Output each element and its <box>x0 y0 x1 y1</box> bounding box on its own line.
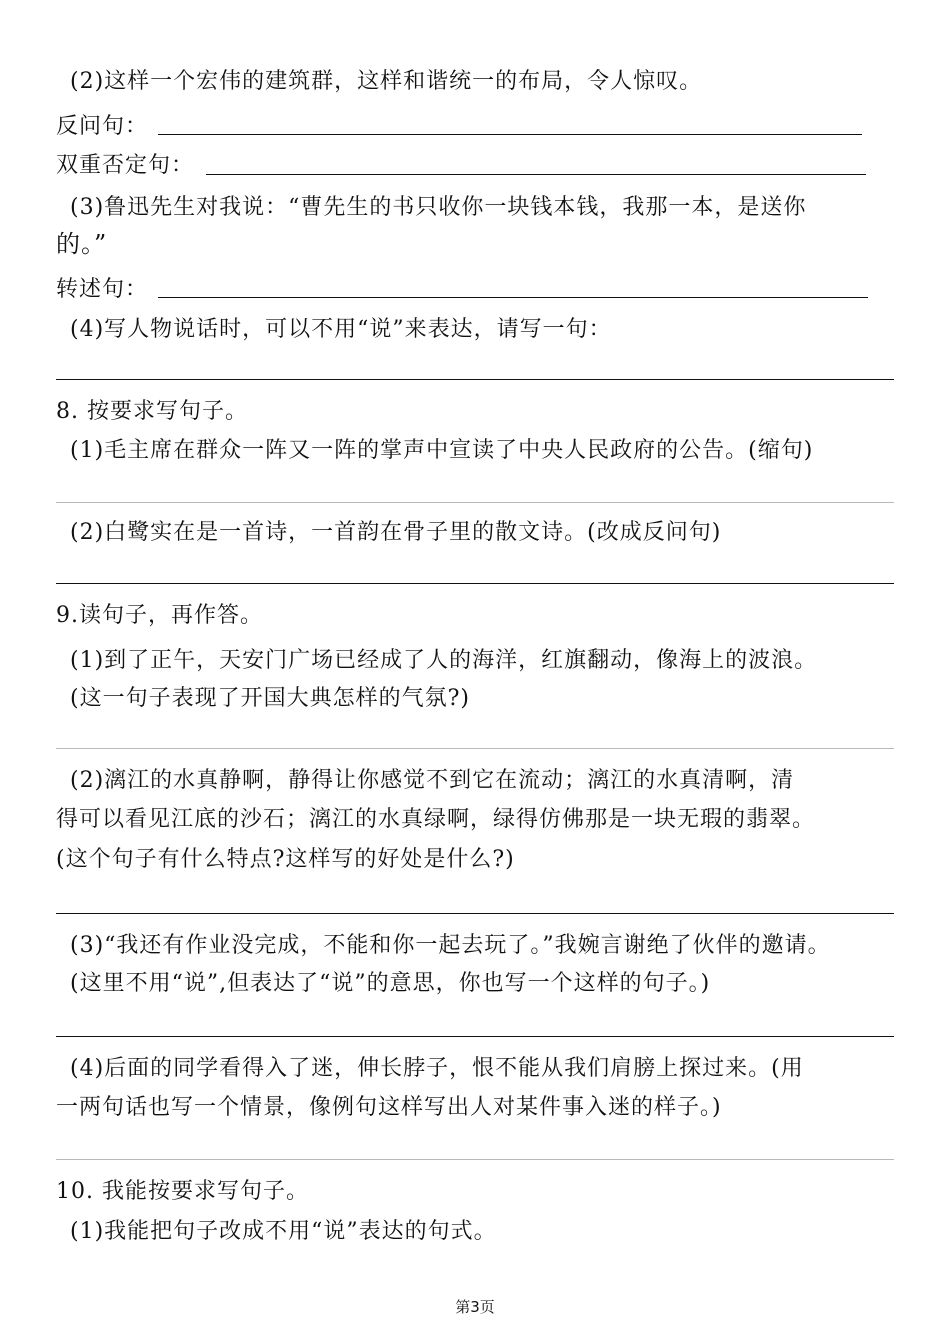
q9-item-3-answer-line[interactable] <box>56 1036 894 1037</box>
rhetorical-question-label: 反问句： <box>56 114 149 139</box>
q9-item-1-line-2: (这一句子表现了开国大典怎样的气氛?) <box>70 686 470 711</box>
q9-item-4-line-1: (4)后面的同学看得入了迷，伸长脖子，恨不能从我们肩膀上探过来。(用 <box>70 1056 804 1081</box>
rhetorical-question-answer-line[interactable] <box>158 134 862 135</box>
q8-item-2-answer-line[interactable] <box>56 583 894 584</box>
q7-item-2: (2)这样一个宏伟的建筑群，这样和谐统一的布局，令人惊叹。 <box>70 69 703 94</box>
q10-heading: 10. 我能按要求写句子。 <box>56 1179 309 1204</box>
q9-item-2-line-1: (2)漓江的水真静啊，静得让你感觉不到它在流动；漓江的水真清啊，清 <box>70 768 795 793</box>
q9-item-1-line-1: (1)到了正午，天安门广场已经成了人的海洋，红旗翻动，像海上的波浪。 <box>70 648 818 673</box>
indirect-speech-label: 转述句： <box>56 277 149 302</box>
q9-item-3-line-2: (这里不用“说”,但表达了“说”的意思，你也写一个这样的句子。) <box>70 971 711 996</box>
q9-item-3-line-1: (3)“我还有作业没完成，不能和你一起去玩了。”我婉言谢绝了伙伴的邀请。 <box>70 933 831 958</box>
q8-item-1: (1)毛主席在群众一阵又一阵的掌声中宣读了中央人民政府的公告。(缩句) <box>70 438 814 463</box>
q9-heading: 9.读句子，再作答。 <box>56 603 263 628</box>
q9-item-4-line-2: 一两句话也写一个情景，像例句这样写出人对某件事入迷的样子。) <box>56 1095 722 1120</box>
double-negative-label: 双重否定句： <box>56 153 195 178</box>
q9-item-2-answer-line[interactable] <box>56 913 894 914</box>
q9-item-1-answer-line[interactable] <box>56 748 894 749</box>
page-number: 第3页 <box>455 1298 495 1316</box>
q8-heading: 8. 按要求写句子。 <box>56 399 248 424</box>
q7-item-3-line-2: 的。” <box>56 230 108 258</box>
q7-item-3-line-1: (3)鲁迅先生对我说：“曹先生的书只收你一块钱本钱，我那一本，是送你 <box>70 195 807 220</box>
double-negative-answer-line[interactable] <box>206 174 866 175</box>
q9-item-2-line-3: (这个句子有什么特点?这样写的好处是什么?) <box>56 847 515 872</box>
q9-item-2-line-2: 得可以看见江底的沙石；漓江的水真绿啊，绿得仿佛那是一块无瑕的翡翠。 <box>56 807 816 832</box>
q7-item-4-answer-line[interactable] <box>56 379 894 380</box>
q8-item-1-answer-line[interactable] <box>56 502 894 503</box>
q9-item-4-answer-line[interactable] <box>56 1159 894 1160</box>
q8-item-2: (2)白鹭实在是一首诗，一首韵在骨子里的散文诗。(改成反问句) <box>70 520 722 545</box>
q7-item-4: (4)写人物说话时，可以不用“说”来表达，请写一句： <box>70 317 612 342</box>
q10-item-1: (1)我能把句子改成不用“说”表达的句式。 <box>70 1219 497 1244</box>
indirect-speech-answer-line[interactable] <box>158 297 868 298</box>
